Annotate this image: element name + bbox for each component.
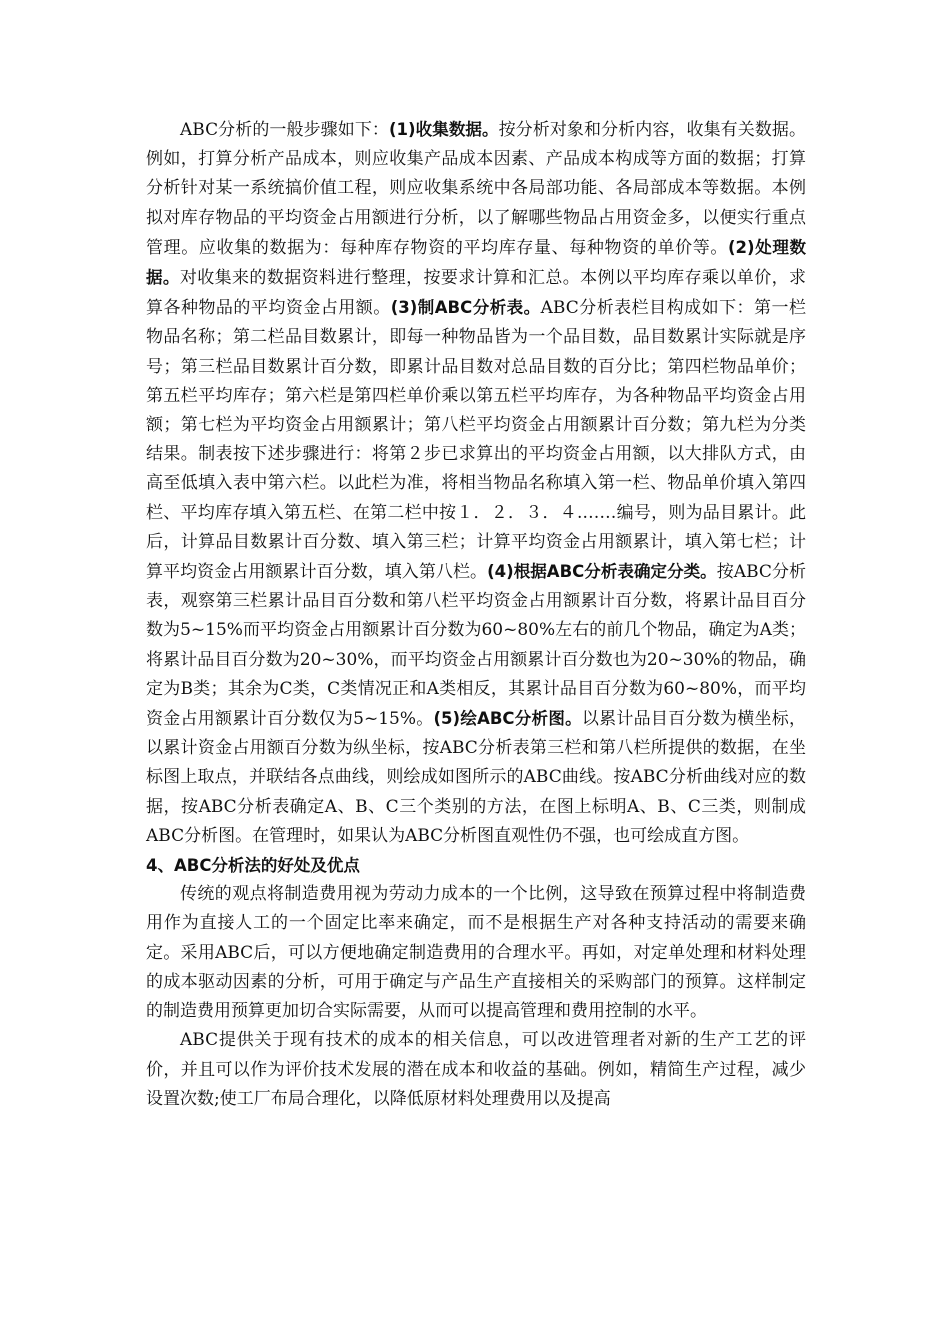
text-run: 对收集来的数据资料进行整理，按要求计算和汇总。本例以平均库存乘以单价，求算各种物品的平均资金占用额。 [146, 268, 807, 319]
step-1-title: (1)收集数据。 [389, 120, 499, 139]
text-run: 按分析对象和分析内容，收集有关数据。例如，打算分析产品成本，则应收集产品成本因素、产品成本构成等方面的数据；打算分析针对某一系统搞价值工程，则应收集系统中各局部功能、各局部成本等数据。本例拟对库存物品的平均资金占用额进行分析，以了解哪些物品占用资金多，以便实行重点管理。应收集的数据为：每种库存物资的平均库存量、每种物资的单价等。 [146, 120, 806, 258]
text-run: ABC分析的一般步骤如下： [180, 120, 390, 140]
document-body [146, 115, 806, 1114]
body-paragraph: ABC提供关于现有技术的成本的相关信息，可以改进管理者对新的生产工艺的评价，并且可以作为评价技术发展的潜在成本和收益的基础。例如，精简生产过程，减少设置次数;使工厂布局合理化，以降低原材料处理费用以及提高 [146, 1030, 806, 1109]
text-run: 按ABC分析表，观察第三栏累计品目百分数和第八栏平均资金占用额累计百分数，将累计品目百分数为5~15%而平均资金占用额累计百分数为60~80%左右的前几个物品，确定为A类；将累计品目百分数为20~30%，而平均资金占用额累计百分数也为20~30%的物品，确定为B类；其余为C类，C类情况正和A类相反，其累计品目百分数为60~80%，而平均资金占用额累计百分数仅为5~15%。 [146, 562, 807, 730]
text-run: 以累计品目百分数为横坐标，以累计资金占用额百分数为纵坐标，按ABC分析表第三栏和第八栏所提供的数据，在坐标图上取点，并联结各点曲线，则绘成如图所示的ABC曲线。按ABC分析曲线对应的数据，按ABC分析表确定A、B、C三个类别的方法，在图上标明A、B、C三类，则制成ABC分析图。在管理时，如果认为ABC分析图直观性仍不强，也可绘成直方图。 [146, 709, 806, 846]
step-3-title: (3)制ABC分析表。 [390, 298, 541, 318]
step-5-title: (5)绘ABC分析图。 [433, 709, 582, 729]
text-run: ABC分析表栏目构成如下：第一栏物品名称；第二栏品目数累计，即每一种物品皆为一个品目数，品目数累计实际就是序号；第三栏品目数累计百分数，即累计品目数对总品目数的百分比；第四栏物品单价；第五栏平均库存；第六栏是第四栏单价乘以第五栏平均库存，为各种物品平均资金占用额；第七栏为平均资金占用额累计；第八栏平均资金占用额累计百分数；第九栏为分类结果。制表按下述步骤进行：将第２步已求算出的平均资金占用额，以大排队方式，由高至低填入表中第六栏。以此栏为准，将相当物品名称填入第一栏、物品单价填入第四栏、平均库存填入第五栏、在第二栏中按１．２．３．４.……编号，则为品目累计。此后，计算品目数累计百分数、填入第三栏；计算平均资金占用额累计，填入第七栏；计算平均资金占用额累计百分数，填入第八栏。 [146, 298, 806, 583]
body-paragraph: 传统的观点将制造费用视为劳动力成本的一个比例，这导致在预算过程中将制造费用作为直接人工的一个固定比率来确定，而不是根据生产对各种支持活动的需要来确定。采用ABC后，可以方便地确定制造费用的合理水平。再如，对定单处理和材料处理的成本驱动因素的分析，可用于确定与产品生产直接相关的采购部门的预算。这样制定的制造费用预算更加切合实际需要，从而可以提高管理和费用控制的水平。 [146, 884, 806, 1022]
abc-steps-paragraph [146, 115, 806, 851]
step-2-title: (2)处理数据。 [146, 237, 806, 288]
section-heading: 4、ABC分析法的好处及优点 [146, 856, 360, 876]
step-4-title: (4)根据ABC分析表确定分类。 [487, 562, 717, 582]
